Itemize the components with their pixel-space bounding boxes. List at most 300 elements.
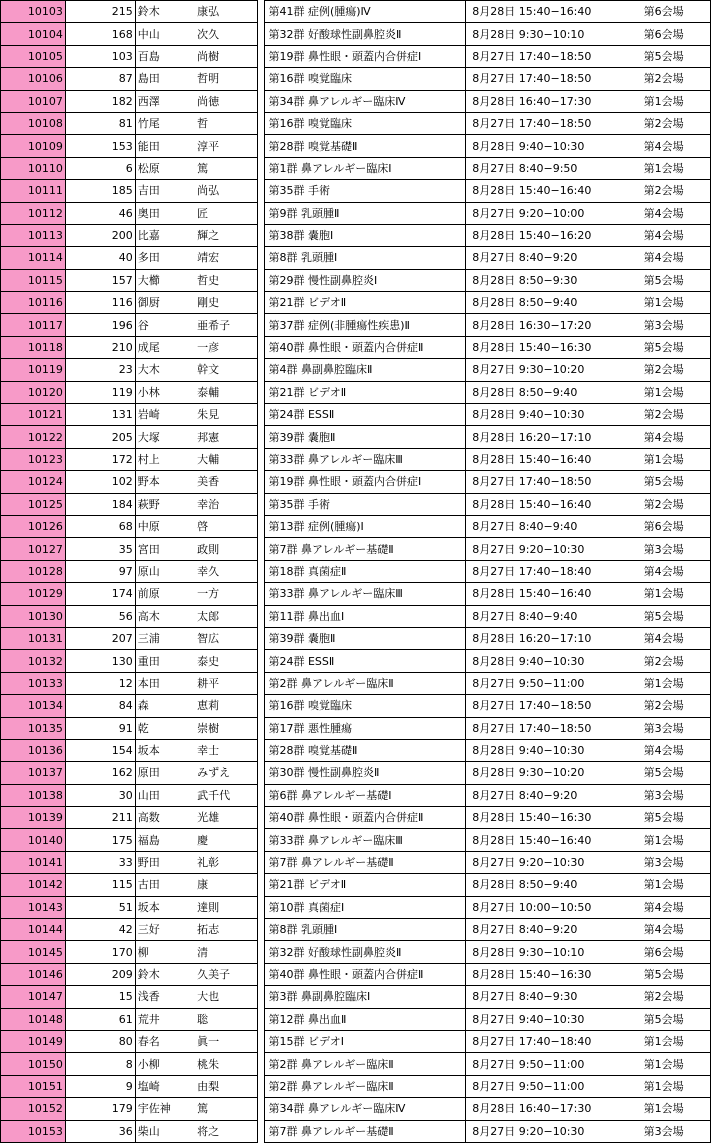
venue-cell: 第5会場 (641, 762, 711, 784)
given-name-cell: 康弘 (193, 1, 258, 23)
abstract-number-cell: 115 (65, 874, 135, 896)
presenter-id-cell: 10141 (1, 851, 66, 873)
abstract-number-cell: 30 (65, 784, 135, 806)
session-group-cell: 第12群 鼻出血Ⅱ (265, 1008, 466, 1030)
session-time-cell: 8月27日 17:40−18:50 (466, 695, 641, 717)
surname-cell: 三好 (135, 919, 193, 941)
abstract-number-cell: 97 (65, 560, 135, 582)
session-group-cell: 第17群 悪性腫瘍 (265, 717, 466, 739)
surname-cell: 奥田 (135, 202, 193, 224)
session-time-cell: 8月27日 17:40−18:50 (466, 471, 641, 493)
session-time-cell: 8月27日 8:40−9:20 (466, 784, 641, 806)
column-gap (258, 336, 265, 358)
venue-cell: 第5会場 (641, 269, 711, 291)
session-time-cell: 8月27日 9:20−10:00 (466, 202, 641, 224)
venue-cell: 第1会場 (641, 672, 711, 694)
surname-cell: 三浦 (135, 627, 193, 649)
session-group-cell: 第13群 症例(腫瘍)Ⅰ (265, 515, 466, 537)
venue-cell: 第3会場 (641, 538, 711, 560)
table-row (1, 23, 711, 45)
presenter-id-cell: 10132 (1, 650, 66, 672)
abstract-number-cell: 196 (65, 314, 135, 336)
presenter-id-cell: 10112 (1, 202, 66, 224)
session-group-cell: 第28群 嗅覚基礎Ⅱ (265, 135, 466, 157)
column-gap (258, 784, 265, 806)
presenter-id-cell: 10127 (1, 538, 66, 560)
presenter-id-cell: 10133 (1, 672, 66, 694)
surname-cell: 原田 (135, 762, 193, 784)
session-group-cell: 第24群 ESSⅡ (265, 650, 466, 672)
presenter-id-cell: 10139 (1, 807, 66, 829)
session-time-cell: 8月28日 9:40−10:30 (466, 650, 641, 672)
surname-cell: 坂本 (135, 739, 193, 761)
session-time-cell: 8月27日 17:40−18:50 (466, 68, 641, 90)
table-row (1, 448, 711, 470)
session-time-cell: 8月28日 8:50−9:30 (466, 269, 641, 291)
surname-cell: 萩野 (135, 493, 193, 515)
column-gap (258, 471, 265, 493)
table-body (1, 1, 711, 1143)
session-group-cell: 第32群 好酸球性副鼻腔炎Ⅱ (265, 23, 466, 45)
session-time-cell: 8月27日 8:40−9:20 (466, 247, 641, 269)
session-group-cell: 第32群 好酸球性副鼻腔炎Ⅱ (265, 941, 466, 963)
presenter-id-cell: 10111 (1, 180, 66, 202)
session-time-cell: 8月27日 17:40−18:50 (466, 112, 641, 134)
venue-cell: 第4会場 (641, 135, 711, 157)
venue-cell: 第4会場 (641, 224, 711, 246)
surname-cell: 多田 (135, 247, 193, 269)
table-row (1, 963, 711, 985)
session-group-cell: 第33群 鼻アレルギー臨床Ⅲ (265, 448, 466, 470)
session-group-cell: 第1群 鼻アレルギー臨床Ⅰ (265, 157, 466, 179)
table-row (1, 336, 711, 358)
abstract-number-cell: 56 (65, 605, 135, 627)
given-name-cell: 哲 (193, 112, 258, 134)
session-group-cell: 第19群 鼻性眼・頭蓋内合併症Ⅰ (265, 471, 466, 493)
column-gap (258, 627, 265, 649)
venue-cell: 第4会場 (641, 247, 711, 269)
venue-cell: 第3会場 (641, 1120, 711, 1142)
session-group-cell: 第34群 鼻アレルギー臨床Ⅳ (265, 1098, 466, 1120)
abstract-number-cell: 211 (65, 807, 135, 829)
column-gap (258, 448, 265, 470)
abstract-number-cell: 205 (65, 426, 135, 448)
column-gap (258, 404, 265, 426)
column-gap (258, 717, 265, 739)
venue-cell: 第5会場 (641, 45, 711, 67)
column-gap (258, 292, 265, 314)
venue-cell: 第5会場 (641, 336, 711, 358)
venue-cell: 第4会場 (641, 202, 711, 224)
column-gap (258, 1120, 265, 1142)
session-time-cell: 8月28日 15:40−16:40 (466, 180, 641, 202)
presenter-id-cell: 10125 (1, 493, 66, 515)
session-group-cell: 第7群 鼻アレルギー基礎Ⅱ (265, 851, 466, 873)
presenter-id-cell: 10138 (1, 784, 66, 806)
surname-cell: 宮田 (135, 538, 193, 560)
abstract-number-cell: 12 (65, 672, 135, 694)
abstract-number-cell: 210 (65, 336, 135, 358)
given-name-cell: 武千代 (193, 784, 258, 806)
given-name-cell: 拓志 (193, 919, 258, 941)
surname-cell: 島田 (135, 68, 193, 90)
table-row (1, 292, 711, 314)
session-time-cell: 8月28日 9:30−10:10 (466, 941, 641, 963)
given-name-cell: 亜希子 (193, 314, 258, 336)
abstract-number-cell: 36 (65, 1120, 135, 1142)
table-row (1, 1008, 711, 1030)
given-name-cell: 久美子 (193, 963, 258, 985)
abstract-number-cell: 9 (65, 1075, 135, 1097)
venue-cell: 第1会場 (641, 448, 711, 470)
column-gap (258, 941, 265, 963)
venue-cell: 第6会場 (641, 23, 711, 45)
session-group-cell: 第7群 鼻アレルギー基礎Ⅱ (265, 1120, 466, 1142)
column-gap (258, 23, 265, 45)
presenter-id-cell: 10142 (1, 874, 66, 896)
session-time-cell: 8月28日 8:50−9:40 (466, 381, 641, 403)
session-time-cell: 8月27日 8:40−9:40 (466, 605, 641, 627)
venue-cell: 第5会場 (641, 807, 711, 829)
venue-cell: 第2会場 (641, 695, 711, 717)
venue-cell: 第5会場 (641, 471, 711, 493)
venue-cell: 第2会場 (641, 359, 711, 381)
surname-cell: 西澤 (135, 90, 193, 112)
session-time-cell: 8月28日 9:30−10:20 (466, 762, 641, 784)
surname-cell: 柳 (135, 941, 193, 963)
session-group-cell: 第21群 ビデオⅡ (265, 381, 466, 403)
column-gap (258, 851, 265, 873)
abstract-number-cell: 42 (65, 919, 135, 941)
session-time-cell: 8月27日 17:40−18:50 (466, 45, 641, 67)
column-gap (258, 560, 265, 582)
session-group-cell: 第7群 鼻アレルギー基礎Ⅱ (265, 538, 466, 560)
presenter-id-cell: 10104 (1, 23, 66, 45)
column-gap (258, 493, 265, 515)
session-time-cell: 8月28日 15:40−16:40 (466, 583, 641, 605)
venue-cell: 第3会場 (641, 717, 711, 739)
session-group-cell: 第34群 鼻アレルギー臨床Ⅳ (265, 90, 466, 112)
table-row (1, 68, 711, 90)
column-gap (258, 1053, 265, 1075)
given-name-cell: 朱見 (193, 404, 258, 426)
session-time-cell: 8月28日 8:50−9:40 (466, 292, 641, 314)
surname-cell: 中原 (135, 515, 193, 537)
table-row (1, 135, 711, 157)
table-row (1, 739, 711, 761)
given-name-cell: 康 (193, 874, 258, 896)
session-group-cell: 第30群 慢性副鼻腔炎Ⅱ (265, 762, 466, 784)
surname-cell: 野田 (135, 851, 193, 873)
session-time-cell: 8月28日 9:40−10:30 (466, 135, 641, 157)
surname-cell: 高数 (135, 807, 193, 829)
surname-cell: 森 (135, 695, 193, 717)
session-group-cell: 第11群 鼻出血Ⅰ (265, 605, 466, 627)
surname-cell: 乾 (135, 717, 193, 739)
abstract-number-cell: 15 (65, 986, 135, 1008)
presenter-id-cell: 10116 (1, 292, 66, 314)
table-row (1, 180, 711, 202)
column-gap (258, 90, 265, 112)
surname-cell: 塩崎 (135, 1075, 193, 1097)
given-name-cell: 尚樹 (193, 45, 258, 67)
column-gap (258, 1030, 265, 1052)
session-time-cell: 8月28日 15:40−16:40 (466, 448, 641, 470)
abstract-number-cell: 68 (65, 515, 135, 537)
abstract-number-cell: 40 (65, 247, 135, 269)
surname-cell: 坂本 (135, 896, 193, 918)
surname-cell: 大櫛 (135, 269, 193, 291)
session-group-cell: 第39群 嚢胞Ⅱ (265, 627, 466, 649)
session-group-cell: 第18群 真菌症Ⅱ (265, 560, 466, 582)
presenter-id-cell: 10149 (1, 1030, 66, 1052)
surname-cell: 村上 (135, 448, 193, 470)
abstract-number-cell: 80 (65, 1030, 135, 1052)
presenter-id-cell: 10103 (1, 1, 66, 23)
session-time-cell: 8月28日 15:40−16:30 (466, 963, 641, 985)
presenter-id-cell: 10126 (1, 515, 66, 537)
surname-cell: 浅香 (135, 986, 193, 1008)
column-gap (258, 672, 265, 694)
column-gap (258, 739, 265, 761)
table-row (1, 247, 711, 269)
venue-cell: 第1会場 (641, 381, 711, 403)
session-time-cell: 8月28日 16:30−17:20 (466, 314, 641, 336)
surname-cell: 高木 (135, 605, 193, 627)
abstract-number-cell: 182 (65, 90, 135, 112)
table-row (1, 583, 711, 605)
session-group-cell: 第15群 ビデオⅠ (265, 1030, 466, 1052)
abstract-number-cell: 84 (65, 695, 135, 717)
table-row (1, 314, 711, 336)
abstract-number-cell: 87 (65, 68, 135, 90)
table-row (1, 404, 711, 426)
venue-cell: 第2会場 (641, 68, 711, 90)
presenter-id-cell: 10137 (1, 762, 66, 784)
table-row (1, 851, 711, 873)
surname-cell: 荒井 (135, 1008, 193, 1030)
surname-cell: 鈴木 (135, 963, 193, 985)
surname-cell: 宇佐神 (135, 1098, 193, 1120)
session-group-cell: 第40群 鼻性眼・頭蓋内合併症Ⅱ (265, 963, 466, 985)
given-name-cell: みずえ (193, 762, 258, 784)
given-name-cell: 哲史 (193, 269, 258, 291)
venue-cell: 第1会場 (641, 1075, 711, 1097)
session-time-cell: 8月28日 15:40−16:40 (466, 493, 641, 515)
session-group-cell: 第2群 鼻アレルギー臨床Ⅱ (265, 672, 466, 694)
given-name-cell: 政則 (193, 538, 258, 560)
abstract-number-cell: 119 (65, 381, 135, 403)
surname-cell: 小林 (135, 381, 193, 403)
abstract-number-cell: 175 (65, 829, 135, 851)
presenter-id-cell: 10122 (1, 426, 66, 448)
abstract-number-cell: 200 (65, 224, 135, 246)
table-row (1, 381, 711, 403)
abstract-number-cell: 81 (65, 112, 135, 134)
session-group-cell: 第21群 ビデオⅡ (265, 874, 466, 896)
presenter-id-cell: 10134 (1, 695, 66, 717)
given-name-cell: 礼彰 (193, 851, 258, 873)
abstract-number-cell: 153 (65, 135, 135, 157)
presenter-id-cell: 10109 (1, 135, 66, 157)
session-time-cell: 8月28日 9:40−10:30 (466, 404, 641, 426)
session-time-cell: 8月27日 9:40−10:30 (466, 1008, 641, 1030)
surname-cell: 福島 (135, 829, 193, 851)
table-row (1, 1120, 711, 1142)
table-row (1, 538, 711, 560)
presenter-id-cell: 10145 (1, 941, 66, 963)
session-group-cell: 第28群 嗅覚基礎Ⅱ (265, 739, 466, 761)
table-row (1, 627, 711, 649)
surname-cell: 柴山 (135, 1120, 193, 1142)
session-group-cell: 第37群 症例(非腫瘍性疾患)Ⅱ (265, 314, 466, 336)
column-gap (258, 224, 265, 246)
session-group-cell: 第16群 嗅覚臨床 (265, 112, 466, 134)
session-time-cell: 8月27日 8:40−9:30 (466, 986, 641, 1008)
surname-cell: 重田 (135, 650, 193, 672)
abstract-number-cell: 154 (65, 739, 135, 761)
abstract-number-cell: 33 (65, 851, 135, 873)
venue-cell: 第1会場 (641, 1098, 711, 1120)
session-time-cell: 8月28日 16:20−17:10 (466, 627, 641, 649)
session-group-cell: 第2群 鼻アレルギー臨床Ⅱ (265, 1053, 466, 1075)
given-name-cell: 淳平 (193, 135, 258, 157)
presenter-id-cell: 10131 (1, 627, 66, 649)
session-time-cell: 8月28日 15:40−16:30 (466, 336, 641, 358)
session-group-cell: 第4群 鼻副鼻腔臨床Ⅱ (265, 359, 466, 381)
session-time-cell: 8月27日 8:40−9:40 (466, 515, 641, 537)
venue-cell: 第6会場 (641, 941, 711, 963)
presenter-id-cell: 10119 (1, 359, 66, 381)
table-row (1, 90, 711, 112)
presenter-id-cell: 10147 (1, 986, 66, 1008)
venue-cell: 第2会場 (641, 112, 711, 134)
session-time-cell: 8月27日 17:40−18:40 (466, 560, 641, 582)
table-row (1, 762, 711, 784)
table-row (1, 1, 711, 23)
column-gap (258, 829, 265, 851)
given-name-cell: 将之 (193, 1120, 258, 1142)
abstract-number-cell: 91 (65, 717, 135, 739)
venue-cell: 第2会場 (641, 986, 711, 1008)
presenter-id-cell: 10108 (1, 112, 66, 134)
table-row (1, 986, 711, 1008)
given-name-cell: 邦憲 (193, 426, 258, 448)
given-name-cell: 靖宏 (193, 247, 258, 269)
column-gap (258, 515, 265, 537)
session-time-cell: 8月27日 9:20−10:30 (466, 538, 641, 560)
abstract-number-cell: 46 (65, 202, 135, 224)
surname-cell: 野本 (135, 471, 193, 493)
column-gap (258, 426, 265, 448)
column-gap (258, 180, 265, 202)
venue-cell: 第6会場 (641, 1, 711, 23)
presenter-id-cell: 10114 (1, 247, 66, 269)
presenter-id-cell: 10118 (1, 336, 66, 358)
table-row (1, 919, 711, 941)
column-gap (258, 583, 265, 605)
venue-cell: 第1会場 (641, 1053, 711, 1075)
session-time-cell: 8月27日 9:50−11:00 (466, 1053, 641, 1075)
presenter-id-cell: 10120 (1, 381, 66, 403)
table-row (1, 874, 711, 896)
session-group-cell: 第40群 鼻性眼・頭蓋内合併症Ⅱ (265, 336, 466, 358)
abstract-number-cell: 185 (65, 180, 135, 202)
abstract-number-cell: 102 (65, 471, 135, 493)
venue-cell: 第2会場 (641, 180, 711, 202)
surname-cell: 成尾 (135, 336, 193, 358)
abstract-number-cell: 130 (65, 650, 135, 672)
session-group-cell: 第8群 乳頭腫Ⅰ (265, 247, 466, 269)
table-row (1, 717, 711, 739)
column-gap (258, 695, 265, 717)
surname-cell: 中山 (135, 23, 193, 45)
presenter-id-cell: 10130 (1, 605, 66, 627)
given-name-cell: 剛史 (193, 292, 258, 314)
given-name-cell: 哲明 (193, 68, 258, 90)
table-row (1, 650, 711, 672)
session-time-cell: 8月27日 17:40−18:50 (466, 717, 641, 739)
session-time-cell: 8月28日 16:40−17:30 (466, 1098, 641, 1120)
session-group-cell: 第35群 手術 (265, 493, 466, 515)
presenter-id-cell: 10129 (1, 583, 66, 605)
table-row (1, 560, 711, 582)
given-name-cell: 眞一 (193, 1030, 258, 1052)
column-gap (258, 157, 265, 179)
abstract-number-cell: 116 (65, 292, 135, 314)
table-row (1, 784, 711, 806)
column-gap (258, 359, 265, 381)
presenter-id-cell: 10106 (1, 68, 66, 90)
given-name-cell: 恵莉 (193, 695, 258, 717)
column-gap (258, 605, 265, 627)
session-group-cell: 第33群 鼻アレルギー臨床Ⅲ (265, 829, 466, 851)
session-time-cell: 8月28日 15:40−16:40 (466, 829, 641, 851)
presenter-id-cell: 10113 (1, 224, 66, 246)
presenter-id-cell: 10105 (1, 45, 66, 67)
presenter-id-cell: 10128 (1, 560, 66, 582)
column-gap (258, 762, 265, 784)
column-gap (258, 919, 265, 941)
column-gap (258, 1098, 265, 1120)
presenter-id-cell: 10140 (1, 829, 66, 851)
table-row (1, 1053, 711, 1075)
session-group-cell: 第6群 鼻アレルギー基礎Ⅰ (265, 784, 466, 806)
presenter-id-cell: 10146 (1, 963, 66, 985)
session-group-cell: 第33群 鼻アレルギー臨床Ⅲ (265, 583, 466, 605)
venue-cell: 第2会場 (641, 650, 711, 672)
session-time-cell: 8月28日 9:30−10:10 (466, 23, 641, 45)
table-row (1, 807, 711, 829)
presenter-id-cell: 10144 (1, 919, 66, 941)
surname-cell: 古田 (135, 874, 193, 896)
session-time-cell: 8月28日 16:20−17:10 (466, 426, 641, 448)
session-group-cell: 第19群 鼻性眼・頭蓋内合併症Ⅰ (265, 45, 466, 67)
column-gap (258, 1, 265, 23)
given-name-cell: 泰史 (193, 650, 258, 672)
venue-cell: 第2会場 (641, 493, 711, 515)
table-row (1, 829, 711, 851)
session-group-cell: 第24群 ESSⅡ (265, 404, 466, 426)
column-gap (258, 1008, 265, 1030)
given-name-cell: 由梨 (193, 1075, 258, 1097)
abstract-number-cell: 172 (65, 448, 135, 470)
given-name-cell: 太郎 (193, 605, 258, 627)
presenter-id-cell: 10150 (1, 1053, 66, 1075)
presenter-id-cell: 10117 (1, 314, 66, 336)
session-time-cell: 8月27日 8:40−9:20 (466, 919, 641, 941)
given-name-cell: 篤 (193, 1098, 258, 1120)
